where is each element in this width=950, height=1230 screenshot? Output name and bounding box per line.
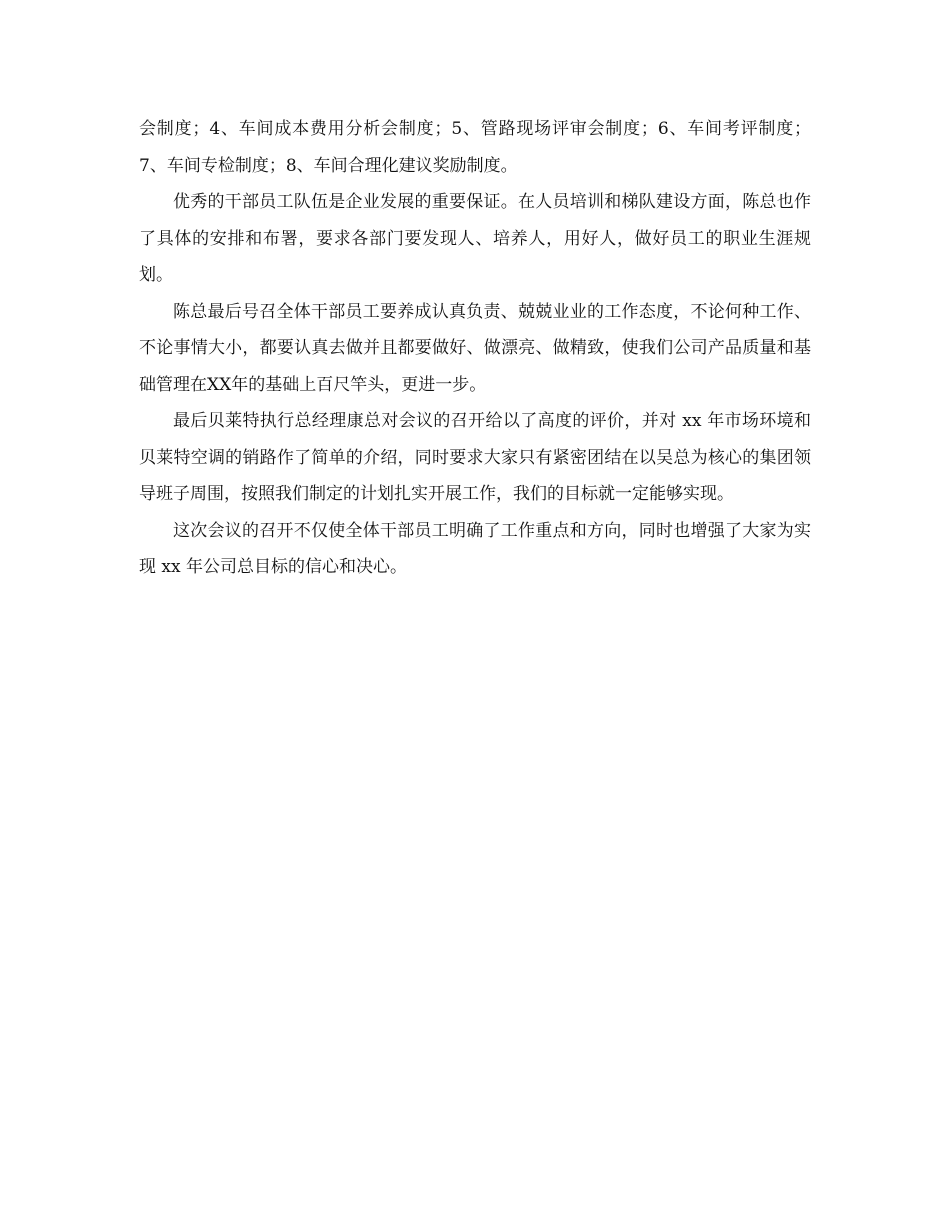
paragraph: 最后贝莱特执行总经理康总对会议的召开给以了高度的评价，并对 xx 年市场环境和贝莱特空调的销路作了简单的介绍，同时要求大家只有紧密团结在以吴总为核心的集团领导班子周围，按照我们制定的计划扎实开展工作，我们的目标就一定能够实现。 <box>139 411 811 504</box>
paragraph: 这次会议的召开不仅使全体干部员工明确了工作重点和方向，同时也增强了大家为实现 xx 年公司总目标的信心和决心。 <box>139 520 811 577</box>
document-body <box>139 111 811 586</box>
paragraph: 优秀的干部员工队伍是企业发展的重要保证。在人员培训和梯队建设方面，陈总也作了具体的安排和布署，要求各部门要发现人、培养人，用好人，做好员工的职业生涯规划。 <box>139 192 811 285</box>
paragraph-continuation: 会制度；4、车间成本费用分析会制度；5、管路现场评审会制度；6、车间考评制度；7、车间专检制度；8、车间合理化建议奖励制度。 <box>139 119 811 176</box>
paragraph: 陈总最后号召全体干部员工要养成认真负责、兢兢业业的工作态度，不论何种工作、不论事情大小，都要认真去做并且都要做好、做漂亮、做精致，使我们公司产品质量和基础管理在XX年的基础上百尺竿头，更进一步。 <box>139 301 811 395</box>
